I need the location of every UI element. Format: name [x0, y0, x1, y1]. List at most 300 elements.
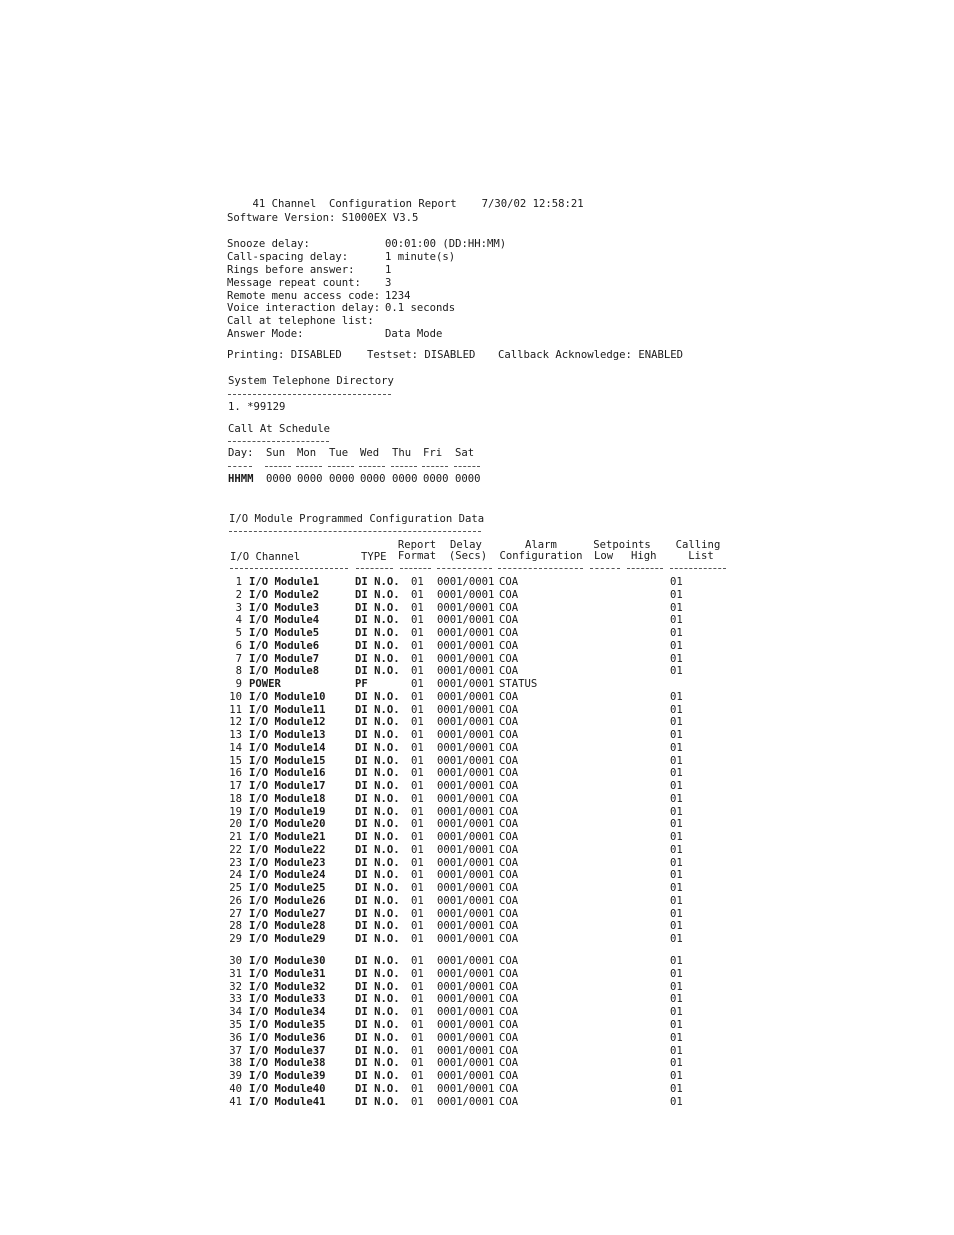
delay-secs: 0001/0001 [437, 1057, 495, 1070]
channel-number: 10 [229, 690, 242, 703]
channel-number: 5 [235, 627, 242, 639]
channel-number: 17 [229, 780, 242, 792]
table-row [0, 729, 954, 742]
channel-type: DI N.O. [355, 792, 400, 805]
delay-secs: 0001/0001 [437, 818, 495, 831]
calling-list: 01 [670, 955, 683, 967]
channel-type: DI N.O. [355, 601, 400, 614]
report-format: 01 [411, 741, 424, 754]
col-rule-list [670, 568, 726, 569]
report-format: 01 [411, 1019, 424, 1031]
delay-secs: 0001/0001 [437, 843, 495, 856]
channel-number: 3 [235, 601, 242, 614]
alarm-config: COA [499, 1070, 519, 1083]
delay-secs: 0001/0001 [437, 665, 495, 678]
calling-list: 01 [670, 843, 683, 856]
channel-name: I/O Module25 [249, 882, 326, 894]
report-format: 01 [411, 818, 424, 831]
alarm-config: COA [499, 1057, 519, 1070]
setting-label: Snooze delay: [227, 238, 310, 250]
schedule-row-label: HHMM [228, 473, 254, 485]
table-row [0, 1019, 954, 1032]
col-rule-low [590, 568, 620, 569]
testset-status: Testset: DISABLED [367, 349, 476, 361]
setting-label: Call at telephone list: [227, 315, 374, 327]
table-row [0, 614, 954, 627]
header-high: High [631, 550, 657, 562]
table-row [0, 1032, 954, 1045]
channel-name: I/O Module7 [249, 652, 320, 665]
table-row [0, 704, 954, 717]
channel-type: DI N.O. [355, 1031, 400, 1044]
channel-number: 16 [229, 767, 242, 780]
channel-name: I/O Module24 [249, 869, 326, 882]
delay-secs: 0001/0001 [437, 831, 495, 843]
header-type: TYPE [361, 551, 387, 563]
col-rule-type [356, 568, 393, 569]
channel-number: 36 [229, 1031, 242, 1044]
channel-number: 13 [229, 729, 242, 741]
channel-name: I/O Module16 [249, 767, 326, 780]
delay-secs: 0001/0001 [437, 933, 495, 945]
calling-list: 01 [670, 703, 683, 716]
delay-secs: 0001/0001 [437, 703, 495, 716]
channel-name: I/O Module1 [249, 576, 320, 588]
setting-value: Data Mode [385, 328, 443, 340]
table-row [0, 793, 954, 806]
channel-type: DI N.O. [355, 980, 400, 993]
delay-secs: 0001/0001 [437, 1070, 495, 1083]
calling-list: 01 [670, 639, 683, 652]
alarm-config: COA [499, 1006, 519, 1019]
schedule-rule [228, 466, 252, 467]
channel-name: I/O Module36 [249, 1031, 326, 1044]
report-format: 01 [411, 792, 424, 805]
report-format: 01 [411, 627, 424, 639]
calling-list: 01 [670, 882, 683, 894]
calling-list: 01 [670, 1044, 683, 1057]
channel-number: 22 [229, 843, 242, 856]
setting-value: 3 [385, 277, 392, 289]
alarm-config: COA [499, 767, 519, 780]
channel-number: 30 [229, 955, 242, 967]
report-datetime: 7/30/02 12:58:21 [481, 198, 584, 210]
schedule-day: Fri [423, 447, 443, 459]
channel-type: DI N.O. [355, 652, 400, 665]
report-format: 01 [411, 780, 424, 792]
schedule-time: 0000 [266, 473, 292, 485]
calling-list: 01 [670, 1006, 683, 1019]
delay-secs: 0001/0001 [437, 882, 495, 894]
table-row [0, 806, 954, 819]
alarm-config: COA [499, 576, 519, 588]
alarm-config: COA [499, 882, 519, 894]
channel-type: DI N.O. [355, 843, 400, 856]
calling-list: 01 [670, 920, 683, 933]
report-format: 01 [411, 805, 424, 818]
table-row [0, 1057, 954, 1070]
delay-secs: 0001/0001 [437, 805, 495, 818]
channel-number: 9 [235, 678, 242, 690]
channel-type: DI N.O. [355, 627, 400, 639]
channel-type: DI N.O. [355, 690, 400, 703]
delay-secs: 0001/0001 [437, 627, 495, 639]
table-row [0, 602, 954, 615]
table-row [0, 955, 954, 968]
channel-name: I/O Module22 [249, 843, 326, 856]
channel-type: DI N.O. [355, 920, 400, 933]
header-calling: Calling [675, 539, 721, 551]
channel-number: 34 [229, 1006, 242, 1019]
alarm-config: COA [499, 869, 519, 882]
schedule-rule [422, 466, 448, 467]
delay-secs: 0001/0001 [437, 716, 495, 729]
report-format: 01 [411, 894, 424, 907]
channel-name: I/O Module30 [249, 955, 326, 967]
alarm-config: COA [499, 831, 519, 843]
channel-type: DI N.O. [355, 831, 400, 843]
channel-number: 20 [229, 818, 242, 831]
table-row [0, 755, 954, 768]
report-format: 01 [411, 831, 424, 843]
calling-list: 01 [670, 652, 683, 665]
channel-number: 8 [235, 665, 242, 678]
report-format: 01 [411, 980, 424, 993]
channel-number: 27 [229, 907, 242, 920]
setting-label: Call-spacing delay: [227, 251, 349, 263]
calling-list: 01 [670, 741, 683, 754]
schedule-day: Tue [329, 447, 349, 459]
report-format: 01 [411, 678, 424, 690]
channel-name: I/O Module17 [249, 780, 326, 792]
alarm-config: COA [499, 588, 519, 601]
table-row [0, 818, 954, 831]
channel-number: 15 [229, 754, 242, 767]
calling-list: 01 [670, 780, 683, 792]
report-format: 01 [411, 767, 424, 780]
channel-type: DI N.O. [355, 754, 400, 767]
report-format: 01 [411, 1044, 424, 1057]
report-format: 01 [411, 1031, 424, 1044]
channel-name: I/O Module14 [249, 741, 326, 754]
alarm-config: COA [499, 980, 519, 993]
setting-value: 0.1 seconds [385, 302, 456, 314]
report-format: 01 [411, 754, 424, 767]
table-row [0, 908, 954, 921]
channel-name: I/O Module38 [249, 1057, 326, 1070]
delay-secs: 0001/0001 [437, 729, 495, 741]
alarm-config: COA [499, 652, 519, 665]
channel-name: I/O Module12 [249, 716, 326, 729]
delay-secs: 0001/0001 [437, 920, 495, 933]
channel-type: DI N.O. [355, 818, 400, 831]
alarm-config: COA [499, 907, 519, 920]
calling-list: 01 [670, 754, 683, 767]
delay-secs: 0001/0001 [437, 588, 495, 601]
alarm-config: COA [499, 754, 519, 767]
table-row [0, 831, 954, 844]
calling-list: 01 [670, 767, 683, 780]
report-title-text: 41 Channel Configuration Report [252, 198, 457, 210]
alarm-config: STATUS [499, 678, 538, 690]
table-row [0, 589, 954, 602]
schedule-day: Sat [455, 447, 475, 459]
schedule-day: Sun [266, 447, 286, 459]
channel-name: I/O Module20 [249, 818, 326, 831]
calling-list: 01 [670, 614, 683, 627]
channel-number: 2 [235, 588, 242, 601]
report-format: 01 [411, 703, 424, 716]
calling-list: 01 [670, 1057, 683, 1070]
delay-secs: 0001/0001 [437, 780, 495, 792]
alarm-config: COA [499, 955, 519, 967]
channel-type: DI N.O. [355, 1095, 400, 1108]
report-format: 01 [411, 843, 424, 856]
software-version: Software Version: S1000EX V3.5 [227, 212, 419, 224]
alarm-config: COA [499, 716, 519, 729]
channel-type: DI N.O. [355, 1019, 400, 1031]
table-row [0, 716, 954, 729]
channel-number: 26 [229, 894, 242, 907]
channel-name: I/O Module41 [249, 1095, 326, 1108]
directory-rule [228, 394, 391, 395]
report-format: 01 [411, 576, 424, 588]
channel-name: I/O Module37 [249, 1044, 326, 1057]
table-row [0, 895, 954, 908]
report-format: 01 [411, 933, 424, 945]
alarm-config: COA [499, 601, 519, 614]
channel-name: POWER [249, 678, 281, 690]
report-format: 01 [411, 955, 424, 967]
schedule-day: Wed [360, 447, 380, 459]
alarm-config: COA [499, 703, 519, 716]
report-format: 01 [411, 869, 424, 882]
delay-secs: 0001/0001 [437, 993, 495, 1006]
calling-list: 01 [670, 716, 683, 729]
report-format: 01 [411, 1070, 424, 1083]
col-rule-alarm [498, 568, 583, 569]
schedule-day-label: Day: [228, 447, 254, 459]
setting-value: 00:01:00 (DD:HH:MM) [385, 238, 507, 250]
channel-number: 35 [229, 1019, 242, 1031]
channel-number: 23 [229, 856, 242, 869]
directory-entry: 1. *99129 [228, 401, 286, 413]
channel-name: I/O Module26 [249, 894, 326, 907]
alarm-config: COA [499, 690, 519, 703]
channel-type: DI N.O. [355, 614, 400, 627]
schedule-time: 0000 [392, 473, 418, 485]
table-row [0, 968, 954, 981]
schedule-time: 0000 [329, 473, 355, 485]
alarm-config: COA [499, 614, 519, 627]
channel-name: I/O Module6 [249, 639, 320, 652]
channel-number: 40 [229, 1083, 242, 1095]
channel-type: DI N.O. [355, 767, 400, 780]
delay-secs: 0001/0001 [437, 690, 495, 703]
channel-number: 12 [229, 716, 242, 729]
channel-name: I/O Module23 [249, 856, 326, 869]
calling-list: 01 [670, 856, 683, 869]
schedule-rule [391, 466, 417, 467]
channel-name: I/O Module33 [249, 993, 326, 1006]
table-row [0, 742, 954, 755]
calling-list: 01 [670, 831, 683, 843]
channel-number: 41 [229, 1095, 242, 1108]
channel-type: DI N.O. [355, 741, 400, 754]
channel-number: 24 [229, 869, 242, 882]
setting-label: Remote menu access code: [227, 290, 381, 302]
channel-number: 14 [229, 741, 242, 754]
setting-value: 1 minute(s) [385, 251, 456, 263]
channel-number: 28 [229, 920, 242, 933]
alarm-config: COA [499, 1095, 519, 1108]
calling-list: 01 [670, 869, 683, 882]
channel-type: DI N.O. [355, 907, 400, 920]
col-rule-channel [230, 568, 348, 569]
channel-number: 18 [229, 792, 242, 805]
schedule-title: Call At Schedule [228, 423, 331, 435]
table-row [0, 767, 954, 780]
channel-number: 6 [235, 639, 242, 652]
channel-type: DI N.O. [355, 588, 400, 601]
alarm-config: COA [499, 665, 519, 678]
delay-secs: 0001/0001 [437, 1083, 495, 1095]
table-row [0, 653, 954, 666]
alarm-config: COA [499, 856, 519, 869]
callback-status: Callback Acknowledge: ENABLED [498, 349, 683, 361]
table-row [0, 1096, 954, 1109]
schedule-rule [265, 466, 291, 467]
report-format: 01 [411, 1083, 424, 1095]
schedule-rule [296, 466, 322, 467]
channel-name: I/O Module11 [249, 703, 326, 716]
report-format: 01 [411, 601, 424, 614]
channel-number: 4 [235, 614, 242, 627]
delay-secs: 0001/0001 [437, 639, 495, 652]
calling-list: 01 [670, 627, 683, 639]
channel-name: I/O Module40 [249, 1083, 326, 1095]
report-format: 01 [411, 652, 424, 665]
channel-type: DI N.O. [355, 703, 400, 716]
header-setpoints: Setpoints [593, 539, 651, 551]
table-row [0, 882, 954, 895]
calling-list: 01 [670, 980, 683, 993]
alarm-config: COA [499, 780, 519, 792]
alarm-config: COA [499, 1019, 519, 1031]
channel-number: 11 [229, 703, 242, 716]
channel-name: I/O Module31 [249, 967, 326, 980]
table-row [0, 780, 954, 793]
delay-secs: 0001/0001 [437, 907, 495, 920]
channel-type: DI N.O. [355, 856, 400, 869]
alarm-config: COA [499, 843, 519, 856]
table-row [0, 857, 954, 870]
table-row [0, 678, 954, 691]
report-format: 01 [411, 1095, 424, 1108]
channel-name: I/O Module13 [249, 729, 326, 741]
channel-name: I/O Module8 [249, 665, 320, 678]
channel-number: 31 [229, 967, 242, 980]
calling-list: 01 [670, 601, 683, 614]
delay-secs: 0001/0001 [437, 792, 495, 805]
calling-list: 01 [670, 729, 683, 741]
schedule-time: 0000 [360, 473, 386, 485]
report-format: 01 [411, 588, 424, 601]
calling-list: 01 [670, 792, 683, 805]
channel-name: I/O Module10 [249, 690, 326, 703]
delay-secs: 0001/0001 [437, 980, 495, 993]
setting-value: 1234 [385, 290, 411, 302]
alarm-config: COA [499, 1044, 519, 1057]
channel-type: DI N.O. [355, 882, 400, 894]
channel-name: I/O Module15 [249, 754, 326, 767]
col-rule-delay [437, 568, 492, 569]
channel-name: I/O Module27 [249, 907, 326, 920]
channel-name: I/O Module28 [249, 920, 326, 933]
delay-secs: 0001/0001 [437, 1006, 495, 1019]
table-row [0, 691, 954, 704]
delay-secs: 0001/0001 [437, 1095, 495, 1108]
alarm-config: COA [499, 933, 519, 945]
col-rule-format [400, 568, 431, 569]
delay-secs: 0001/0001 [437, 955, 495, 967]
schedule-rule [359, 466, 385, 467]
setting-label: Message repeat count: [227, 277, 361, 289]
alarm-config: COA [499, 894, 519, 907]
report-format: 01 [411, 920, 424, 933]
table-row [0, 1006, 954, 1019]
setting-label: Answer Mode: [227, 328, 304, 340]
calling-list: 01 [670, 1095, 683, 1108]
table-row [0, 1045, 954, 1058]
channel-type: DI N.O. [355, 955, 400, 967]
channel-number: 32 [229, 980, 242, 993]
calling-list: 01 [670, 1019, 683, 1031]
report-format: 01 [411, 1057, 424, 1070]
delay-secs: 0001/0001 [437, 576, 495, 588]
schedule-day: Mon [297, 447, 317, 459]
report-format: 01 [411, 665, 424, 678]
report-format: 01 [411, 729, 424, 741]
alarm-config: COA [499, 805, 519, 818]
table-row [0, 920, 954, 933]
table-row [0, 1083, 954, 1096]
delay-secs: 0001/0001 [437, 869, 495, 882]
alarm-config: COA [499, 1083, 519, 1095]
channel-type: DI N.O. [355, 869, 400, 882]
table-row [0, 981, 954, 994]
alarm-config: COA [499, 639, 519, 652]
report-format: 01 [411, 614, 424, 627]
alarm-config: COA [499, 729, 519, 741]
calling-list: 01 [670, 1083, 683, 1095]
channel-number: 29 [229, 933, 242, 945]
channel-type: DI N.O. [355, 729, 400, 741]
header-format: Format [397, 550, 437, 562]
channel-number: 25 [229, 882, 242, 894]
calling-list: 01 [670, 894, 683, 907]
report-format: 01 [411, 690, 424, 703]
channel-number: 33 [229, 993, 242, 1006]
header-list: List [688, 550, 714, 562]
channel-type: DI N.O. [355, 716, 400, 729]
channel-name: I/O Module19 [249, 805, 326, 818]
header-secs: (Secs) [448, 550, 488, 562]
delay-secs: 0001/0001 [437, 741, 495, 754]
alarm-config: COA [499, 993, 519, 1006]
channel-name: I/O Module32 [249, 980, 326, 993]
delay-secs: 0001/0001 [437, 678, 495, 690]
